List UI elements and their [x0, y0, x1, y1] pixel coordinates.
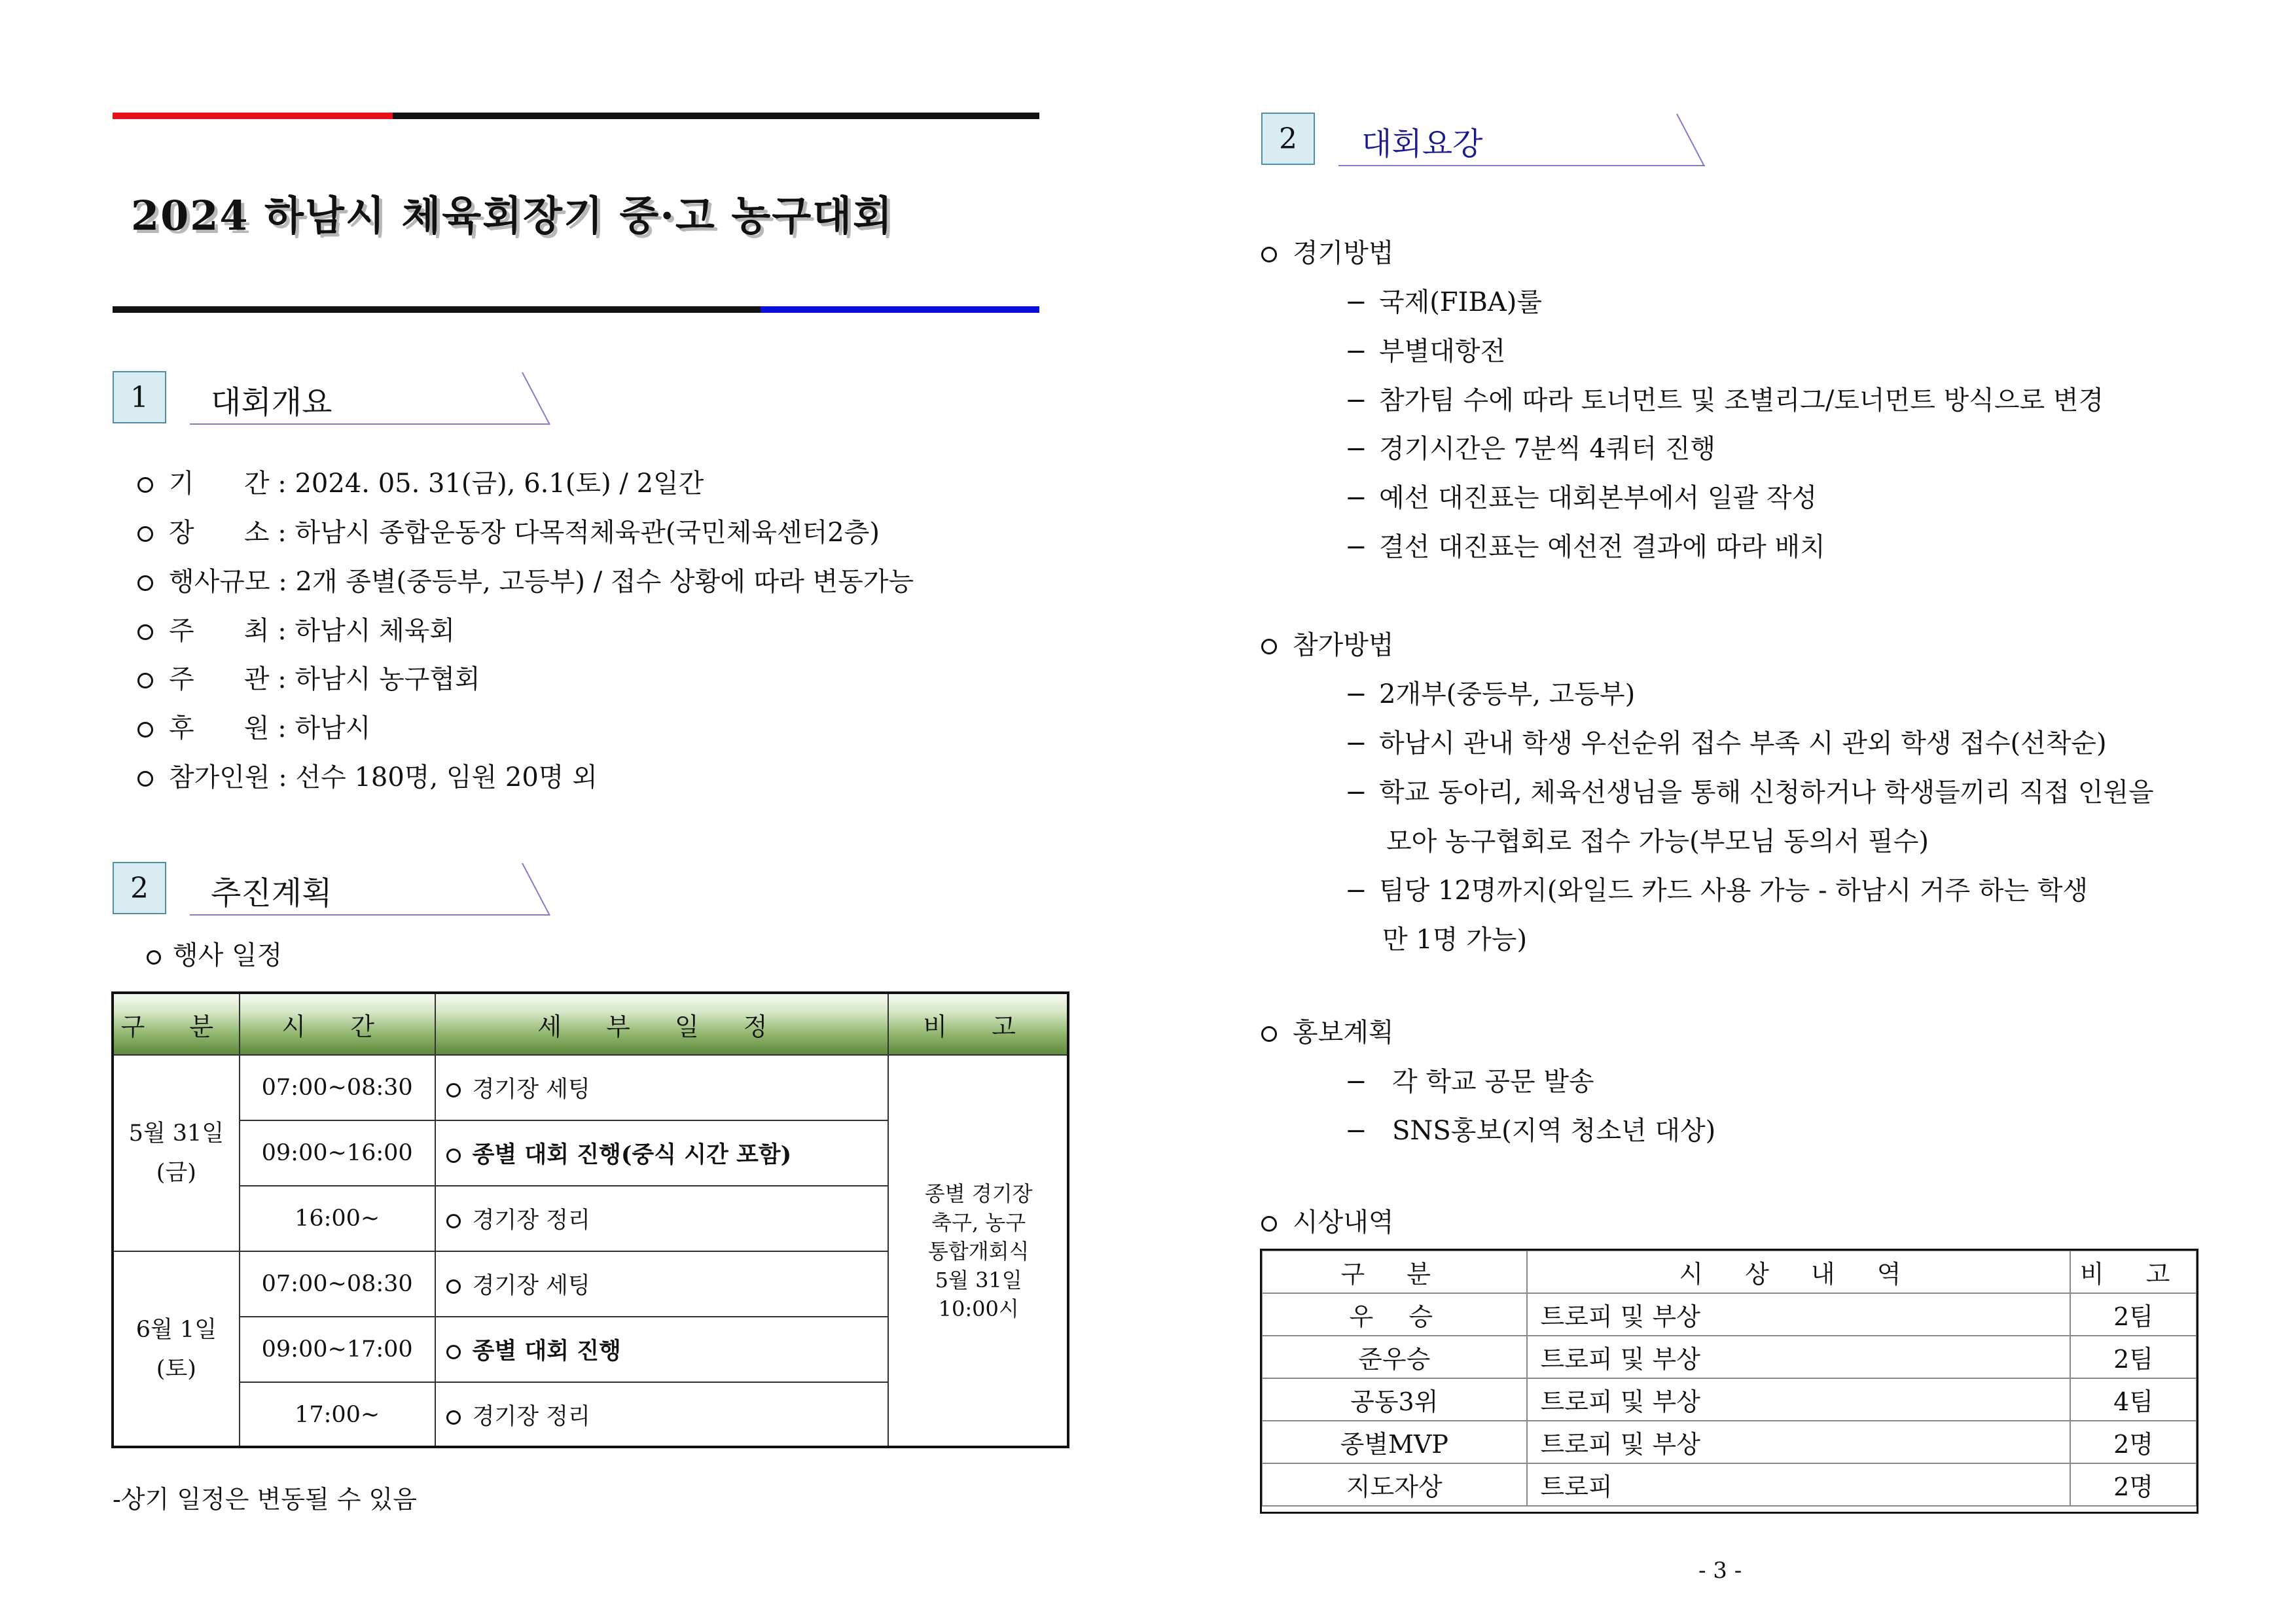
award-note: 4팀: [2070, 1378, 2197, 1421]
schedule-detail: 경기장 세팅: [435, 1055, 889, 1120]
awards-header-category: 구 분: [1262, 1251, 1527, 1293]
overview-item-organizer: 주 관 : 하남시 농구협회: [137, 658, 480, 696]
circle-bullet-icon: [1261, 247, 1277, 262]
schedule-header-row: [113, 993, 1069, 1055]
schedule-time: 16:00~: [240, 1186, 435, 1251]
overview-item-venue: 장 소 : 하남시 종합운동장 다목적체육관(국민체육센터2층): [137, 512, 880, 549]
award-note: 2명: [2070, 1421, 2197, 1463]
circle-bullet-icon: [137, 722, 153, 738]
award-content: 트로피 및 부상: [1527, 1336, 2071, 1378]
award-content: 트로피 및 부상: [1527, 1378, 2071, 1421]
circle-bullet-icon: [446, 1214, 461, 1228]
section2-plan-label: 추진계획: [211, 875, 332, 912]
schedule-time: 07:00~08:30: [240, 1055, 435, 1120]
method-item: − 결선 대진표는 예선전 결과에 따라 배치: [1345, 532, 1825, 562]
schedule-time: 09:00~17:00: [240, 1317, 435, 1382]
method-item: − 참가팀 수에 따라 토너먼트 및 조별리그/토너먼트 방식으로 변경: [1345, 385, 2104, 416]
table-row: [1262, 1336, 2197, 1378]
schedule-table: [113, 993, 1069, 1448]
entry-item-continued: 만 1명 가능): [1382, 925, 1528, 955]
circle-bullet-icon: [137, 624, 153, 640]
entry-item-continued: 모아 농구협회로 접수 가능(부모님 동의서 필수): [1386, 827, 1929, 857]
schedule-time: 17:00~: [240, 1382, 435, 1448]
promo-item: − 각 학교 공문 발송: [1345, 1067, 1594, 1097]
schedule-detail: 경기장 정리: [435, 1186, 889, 1251]
schedule-day1: 5월 31일 (금): [113, 1055, 240, 1251]
table-row: [113, 1055, 1069, 1120]
page-number: - 3 -: [1698, 1558, 1742, 1584]
awards-header-content: 시 상 내 역: [1527, 1251, 2071, 1293]
title-bottom-bar-blue: [761, 306, 1039, 313]
entry-item: − 학교 동아리, 체육선생님을 통해 신청하거나 학생들끼리 직접 인원을: [1345, 777, 2154, 808]
overview-item-scale: 행사규모 : 2개 종별(중등부, 고등부) / 접수 상황에 따라 변동가능: [137, 561, 914, 598]
schedule-header-time: 시 간: [240, 993, 435, 1055]
overview-item-period: 기 간 : 2024. 05. 31(금), 6.1(토) / 2일간: [137, 463, 704, 500]
section1-number: 1: [113, 371, 166, 423]
schedule-note: 종별 경기장 축구, 농구 통합개회식 5월 31일 10:00시: [888, 1055, 1069, 1448]
circle-bullet-icon: [137, 575, 153, 591]
section2-rules-slant: [1676, 113, 1708, 168]
schedule-day2: 6월 1일 (토): [113, 1251, 240, 1448]
schedule-detail: 종별 대회 진행: [435, 1317, 889, 1382]
promo-heading: 홍보계획: [1261, 1012, 1394, 1049]
section2-plan-slant: [521, 862, 554, 917]
circle-bullet-icon: [446, 1279, 461, 1294]
table-row: [1262, 1463, 2197, 1506]
awards-header-row: [1262, 1251, 2197, 1293]
circle-bullet-icon: [137, 771, 153, 787]
awards-heading: 시상내역: [1261, 1202, 1394, 1239]
section1-label: 대회개요: [211, 384, 332, 421]
award-category: 종별MVP: [1262, 1421, 1527, 1463]
award-category: 우 승: [1262, 1293, 1527, 1336]
award-content: 트로피 및 부상: [1527, 1293, 2071, 1336]
circle-bullet-icon: [446, 1410, 461, 1425]
table-row: [1262, 1293, 2197, 1336]
schedule-time: 09:00~16:00: [240, 1120, 435, 1186]
awards-table: [1261, 1250, 2197, 1507]
circle-bullet-icon: [137, 477, 153, 493]
schedule-detail: 경기장 정리: [435, 1382, 889, 1448]
schedule-time: 07:00~08:30: [240, 1251, 435, 1317]
award-category: 공동3위: [1262, 1378, 1527, 1421]
circle-bullet-icon: [446, 1149, 461, 1163]
award-note: 2팀: [2070, 1336, 2197, 1378]
schedule-header-category: 구 분: [113, 993, 240, 1055]
circle-bullet-icon: [1261, 639, 1277, 654]
section1-slant: [521, 371, 554, 426]
entry-heading: 참가방법: [1261, 624, 1394, 662]
table-row: [1262, 1378, 2197, 1421]
circle-bullet-icon: [1261, 1216, 1277, 1232]
circle-bullet-icon: [137, 673, 153, 688]
section2-plan-number: 2: [113, 862, 166, 914]
circle-bullet-icon: [446, 1083, 461, 1097]
award-note: 2팀: [2070, 1293, 2197, 1336]
section2-rules-underline: [1338, 165, 1705, 166]
entry-item: − 2개부(중등부, 고등부): [1345, 679, 1636, 709]
circle-bullet-icon: [1261, 1026, 1277, 1042]
schedule-header-detail: 세 부 일 정: [435, 993, 889, 1055]
title-top-bar-red: [113, 113, 393, 119]
schedule-detail: 경기장 세팅: [435, 1251, 889, 1317]
circle-bullet-icon: [137, 526, 153, 542]
schedule-footnote: -상기 일정은 변동될 수 있음: [113, 1485, 417, 1514]
circle-bullet-icon: [147, 950, 161, 965]
overview-item-sponsor: 후 원 : 하남시: [137, 707, 370, 745]
title-bottom-bar-black: [113, 306, 761, 313]
schedule-header-note: 비 고: [888, 993, 1069, 1055]
entry-item: − 하남시 관내 학생 우선순위 접수 부족 시 관외 학생 접수(선착순): [1345, 728, 2107, 758]
method-item: − 예선 대진표는 대회본부에서 일괄 작성: [1345, 483, 1818, 513]
awards-header-note: 비 고: [2070, 1251, 2197, 1293]
award-note: 2명: [2070, 1463, 2197, 1506]
method-item: − 경기시간은 7분씩 4쿼터 진행: [1345, 434, 1716, 464]
method-item: − 국제(FIBA)룰: [1345, 287, 1542, 317]
promo-item: − SNS홍보(지역 청소년 대상): [1345, 1116, 1716, 1146]
method-heading: 경기방법: [1261, 232, 1394, 270]
section2-plan-underline: [190, 914, 550, 916]
section1-underline: [190, 423, 550, 425]
award-category: 준우승: [1262, 1336, 1527, 1378]
award-content: 트로피 및 부상: [1527, 1421, 2071, 1463]
overview-item-participants: 참가인원 : 선수 180명, 임원 20명 외: [137, 757, 598, 794]
schedule-detail: 종별 대회 진행(중식 시간 포함): [435, 1120, 889, 1186]
award-category: 지도자상: [1262, 1463, 1527, 1506]
overview-item-host: 주 최 : 하남시 체육회: [137, 610, 455, 647]
document-title: 2024 하남시 체육회장기 중·고 농구대회: [131, 192, 893, 240]
entry-item: − 팀당 12명까지(와일드 카드 사용 가능 - 하남시 거주 하는 학생: [1345, 876, 2089, 906]
method-item: − 부별대항전: [1345, 336, 1506, 366]
section2-rules-label: 대회요강: [1361, 126, 1483, 162]
schedule-subheading: 행사 일정: [147, 935, 282, 972]
title-top-bar-black: [393, 113, 1039, 119]
circle-bullet-icon: [446, 1345, 461, 1359]
table-row: [1262, 1421, 2197, 1463]
award-content: 트로피: [1527, 1463, 2071, 1506]
section2-rules-number: 2: [1261, 113, 1315, 165]
